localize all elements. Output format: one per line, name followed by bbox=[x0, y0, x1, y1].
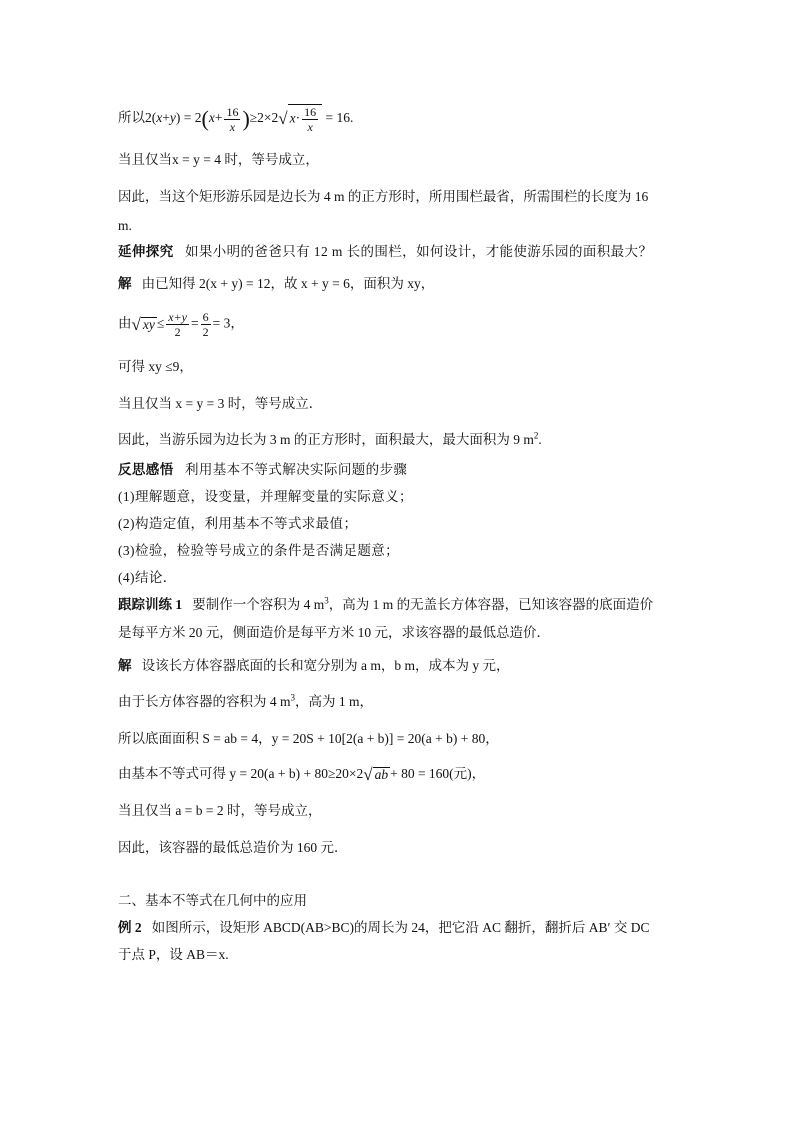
text: 要制作一个容积为 4 m bbox=[192, 597, 325, 612]
denominator: x bbox=[229, 119, 236, 134]
radical-sign: √ bbox=[278, 109, 288, 128]
text: ) = 2 bbox=[175, 110, 202, 126]
numerator: x+y bbox=[168, 310, 187, 324]
equation-line-7 bbox=[118, 310, 244, 339]
label-solution: 解 bbox=[118, 658, 132, 673]
text: . bbox=[538, 432, 542, 447]
label-exercise: 跟踪训练 1 bbox=[118, 597, 183, 612]
text-line-2: 当且仅当x = y = 4 时，等号成立， bbox=[118, 152, 319, 167]
text: ，高为 1 m 的无盖长方体容器，已知该容器的底面造价 bbox=[328, 597, 654, 612]
var-y: y bbox=[169, 110, 176, 126]
text-line-8: 可得 xy ≤9， bbox=[118, 359, 193, 374]
text: = 3， bbox=[212, 315, 244, 331]
solution2-line-3: 所以底面面积 S = ab = 4，y = 20S + 10[2(a + b)] = 20(a + b) + 80， bbox=[118, 731, 499, 746]
var-x: x bbox=[156, 110, 163, 126]
superscript: 2 bbox=[533, 430, 539, 441]
op: + bbox=[214, 110, 223, 126]
text: 所以2( bbox=[118, 110, 157, 126]
radical-sign: √ bbox=[363, 764, 373, 784]
fraction bbox=[201, 310, 211, 339]
text: = 16. bbox=[325, 110, 354, 126]
op: + bbox=[162, 110, 170, 126]
text: 由基本不等式可得 y = 20(a + b) + 80≥20×2 bbox=[118, 766, 364, 781]
example-line-1 bbox=[118, 918, 649, 938]
text: 因此，当游乐园为边长为 3 m 的正方形时，面积最大，最大面积为 9 m bbox=[118, 432, 534, 447]
radicand bbox=[288, 104, 323, 134]
var-x: x bbox=[208, 110, 215, 126]
text-line-10 bbox=[118, 430, 542, 450]
superscript: 3 bbox=[324, 595, 329, 606]
op: ≤ bbox=[156, 315, 165, 331]
solution2-line-2 bbox=[118, 692, 373, 712]
fraction bbox=[166, 310, 189, 339]
label-example: 例 2 bbox=[118, 920, 142, 935]
extension-line bbox=[118, 242, 652, 262]
label-reflection: 反思感悟 bbox=[118, 462, 174, 477]
text: 如果小明的爸爸只有 12 m 长的围栏，如何设计，才能使游乐园的面积最大？ bbox=[184, 244, 653, 259]
solution-line-1 bbox=[118, 274, 434, 294]
radicand: xy bbox=[142, 317, 155, 332]
step-1: (1)理解题意，设变量，并理解变量的实际意义； bbox=[118, 489, 413, 504]
text-line-4: m. bbox=[118, 218, 132, 233]
solution2-line-4 bbox=[118, 764, 485, 785]
denominator: 2 bbox=[174, 325, 181, 339]
label-extension: 延伸探究 bbox=[118, 244, 174, 259]
text-line-9: 当且仅当 x = y = 3 时，等号成立． bbox=[118, 396, 323, 411]
text: 由已知得 2(x + y) = 12，故 x + y = 6，面积为 xy， bbox=[141, 276, 435, 291]
text: ，高为 1 m， bbox=[295, 694, 374, 709]
denominator: 2 bbox=[202, 325, 209, 339]
var-x: x bbox=[289, 110, 296, 126]
text: 由 bbox=[118, 315, 132, 331]
fraction bbox=[224, 105, 240, 134]
numerator: 16 bbox=[304, 105, 317, 119]
text: 利用基本不等式解决实际问题的步骤 bbox=[184, 462, 408, 477]
solution2-line-6: 因此，该容器的最低总造价为 160 元． bbox=[118, 840, 348, 855]
exercise-line-1 bbox=[118, 595, 653, 615]
text: + 80 = 160(元)， bbox=[390, 766, 486, 781]
paren-close: ) bbox=[242, 106, 250, 131]
paren-open: ( bbox=[201, 106, 209, 131]
equation-line-1 bbox=[118, 104, 353, 134]
text: ≥2×2 bbox=[249, 110, 279, 126]
label-solution: 解 bbox=[118, 276, 132, 291]
text: 由于长方体容器的容积为 4 m bbox=[118, 694, 291, 709]
numerator: 6 bbox=[202, 310, 209, 324]
solution2-line-1 bbox=[118, 656, 510, 676]
section-heading: 二、基本不等式在几何中的应用 bbox=[118, 893, 307, 908]
reflection-line bbox=[118, 460, 407, 480]
text: 如图所示，设矩形 ABCD(AB>BC)的周长为 24，把它沿 AC 翻折，翻折后 AB′ 交 DC bbox=[151, 920, 650, 935]
denominator: x bbox=[307, 120, 313, 134]
radical-sign: √ bbox=[131, 314, 141, 334]
text: 设该长方体容器底面的长和宽分别为 a m，b m，成本为 y 元， bbox=[141, 658, 510, 673]
radicand: ab bbox=[374, 767, 389, 783]
step-3: (3)检验，检验等号成立的条件是否满足题意； bbox=[118, 543, 400, 558]
exercise-line-2: 是每平方米 20 元，侧面造价是每平方米 10 元，求该容器的最低总造价． bbox=[118, 625, 550, 640]
step-4: (4)结论． bbox=[118, 570, 177, 585]
superscript: 3 bbox=[290, 692, 296, 703]
numerator: 16 bbox=[226, 104, 239, 119]
step-2: (2)构造定值，利用基本不等式求最值； bbox=[118, 516, 358, 531]
op: = bbox=[191, 315, 199, 331]
text-line-3: 因此，当这个矩形游乐园是边长为 4 m 的正方形时，所用围栏最省，所需围栏的长度为 16 bbox=[118, 189, 649, 204]
fraction bbox=[302, 105, 318, 134]
op: · bbox=[295, 110, 301, 126]
solution2-line-5: 当且仅当 a = b = 2 时，等号成立， bbox=[118, 803, 322, 818]
example-line-2: 于点 P，设 AB＝x. bbox=[118, 947, 229, 962]
